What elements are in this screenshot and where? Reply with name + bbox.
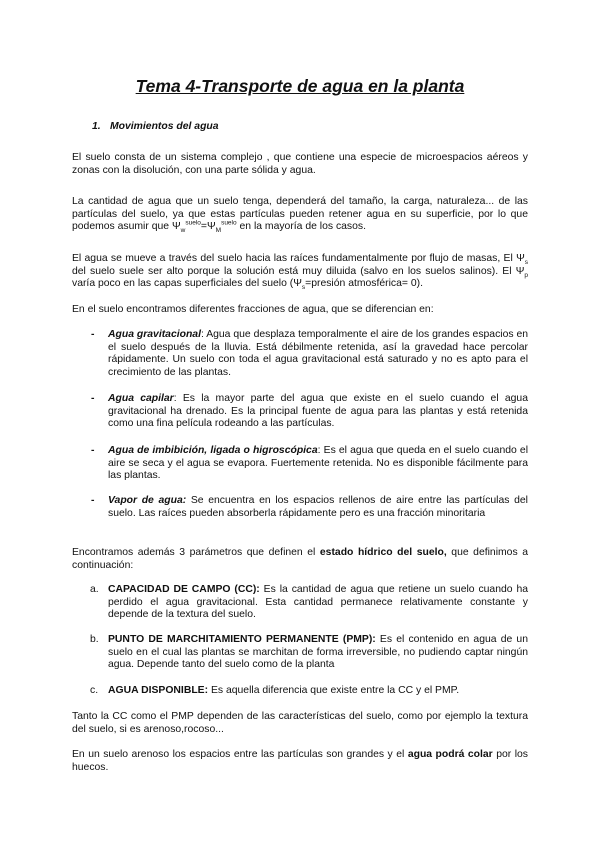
psi-symbol-2: Ψ (206, 221, 216, 233)
bullet-sep: : (173, 393, 177, 404)
bullet-marker: - (91, 329, 95, 340)
paragraph-parameters-intro (72, 547, 528, 572)
param-term: PUNTO DE MARCHITAMIENTO PERMANENTE (PMP): (108, 634, 376, 645)
section-number: 1. (92, 121, 101, 132)
p2-tail: en la mayoría de los casos. (239, 221, 366, 233)
section-title: Movimientos del agua (110, 121, 219, 132)
p5-pre: Encontramos además 3 parámetros que definen el (72, 547, 320, 558)
p7-bold: agua podrá colar (407, 749, 493, 760)
param-text: Es el contenido en agua de un suelo en el cual las plantas se marchitan de forma irreversible, no pudiendo captar ningún agua. Depende tanto del suelo como de la planta (108, 634, 528, 671)
bullet-term: Agua gravitacional (108, 329, 201, 340)
bullet-marker: - (91, 495, 95, 506)
bullet-sep: : (200, 329, 204, 340)
paragraph-fractions-intro: En el suelo encontramos diferentes fracciones de agua, que se diferencian en: (72, 304, 434, 315)
param-label: a. (90, 584, 99, 595)
p3-line3: varía poco en las capas superficiales del suelo ( (72, 278, 294, 290)
psi-symbol: Ψ (171, 221, 181, 233)
psi-s: Ψ (516, 253, 525, 264)
bullet-text: Es el agua que queda en el suelo cuando el aire se seca y el agua se evapora. Fuertemente retenida. No es disponible fácilmente para las plantas. (108, 445, 528, 482)
page-title: Tema 4-Transporte de agua en la planta (135, 76, 465, 96)
bullet-marker: - (91, 393, 95, 404)
p3-line2: del suelo suele ser alto porque la solución está muy diluida (salvo en los suelos salinos). El (72, 265, 512, 277)
bullet-term: Vapor de agua: (108, 495, 187, 506)
p3-line1: El agua se mueve a través del suelo hacia las raíces fundamentalmente por flujo de masas, El (72, 253, 513, 264)
sup-suelo-2: suelo (221, 219, 237, 227)
param-text: Es la cantidad de agua que retiene un suelo cuando ha perdido el agua gravitacional. Esta cantidad permanece relativamente constante y depende de la textura del suelo. (108, 584, 529, 621)
bullet-text: Agua que desplaza temporalmente el aire de los grandes espacios en el suelo después de la lluvia. Está débilmente retenida, así la gravedad hace percolar rápidamente. Un suelo con toda el agua gravitacional está saturado y no es apto para el crecimiento de las plantas. (108, 329, 528, 378)
bullet-vapor-agua (108, 495, 528, 520)
bullet-agua-capilar (108, 393, 528, 431)
paragraph-cc-pmp: Tanto la CC como el PMP dependen de las características del suelo, como por ejemplo la textura del suelo, si es arenoso,rocoso... (72, 711, 528, 735)
sub-m: M (215, 227, 222, 235)
param-term: AGUA DISPONIBLE: (108, 685, 209, 696)
eq-symbol: = (200, 221, 207, 233)
paragraph-soil-system: El suelo consta de un sistema complejo , que contiene una especie de microespacios aéreos y zonas con la disolución, con una parte sólida y agua. (72, 152, 528, 176)
p2-text: La cantidad de agua que un suelo tenga, dependerá del tamaño, la carga, naturaleza... de las partículas del suelo, ya que estas partículas pueden retener agua en su superficie, por lo que podemos asumir que (72, 196, 528, 233)
param-label: b. (90, 634, 99, 645)
p3-line4: =presión atmosférica= 0). (305, 278, 423, 290)
p7-post: por los huecos. (72, 749, 528, 773)
sup-suelo: suelo (185, 219, 201, 227)
p5-post: que definimos a continuación: (72, 547, 528, 571)
sub-s: s (524, 259, 528, 267)
paragraph-water-movement (72, 253, 528, 291)
sub-p: p (524, 271, 528, 279)
bullet-marker: - (91, 445, 95, 456)
sub-w: w (180, 227, 186, 235)
paragraph-water-amount (72, 196, 528, 234)
bullet-agua-imbibicion (108, 445, 528, 483)
psi-p: Ψ (515, 265, 525, 277)
bullet-term: Agua de imbibición, ligada o higroscópica (108, 445, 318, 456)
param-text: Es aquella diferencia que existe entre la CC y el PMP. (208, 685, 460, 696)
p5-bold: estado hídrico del suelo, (319, 547, 447, 558)
section-heading (92, 121, 219, 134)
sub-s-2: s (301, 284, 306, 292)
bullet-text: Se encuentra en los espacios rellenos de aire entre las partículas del suelo. Las raíces pueden absorberla rápidamente pero es una fracción minoritaria (108, 495, 528, 519)
paragraph-sandy-soil (72, 749, 528, 774)
param-capacidad-campo (108, 584, 528, 622)
bullet-sep: : (317, 445, 321, 456)
psi-s-2: Ψ (293, 278, 302, 290)
bullet-agua-gravitacional (108, 329, 528, 379)
param-agua-disponible (108, 685, 528, 698)
param-punto-marchitamiento (108, 634, 528, 672)
p7-pre: En un suelo arenoso los espacios entre las partículas son grandes y el (72, 749, 408, 760)
param-label: c. (90, 685, 99, 696)
bullet-term: Agua capilar (108, 393, 174, 404)
param-term: CAPACIDAD DE CAMPO (CC): (108, 584, 260, 595)
bullet-text: Es la mayor parte del agua que existe en el suelo cuando el agua gravitacional ha drenado. Es la principal fuente de agua para las plantas y está retenida como una fina película rodeando a las partículas. (108, 393, 528, 430)
